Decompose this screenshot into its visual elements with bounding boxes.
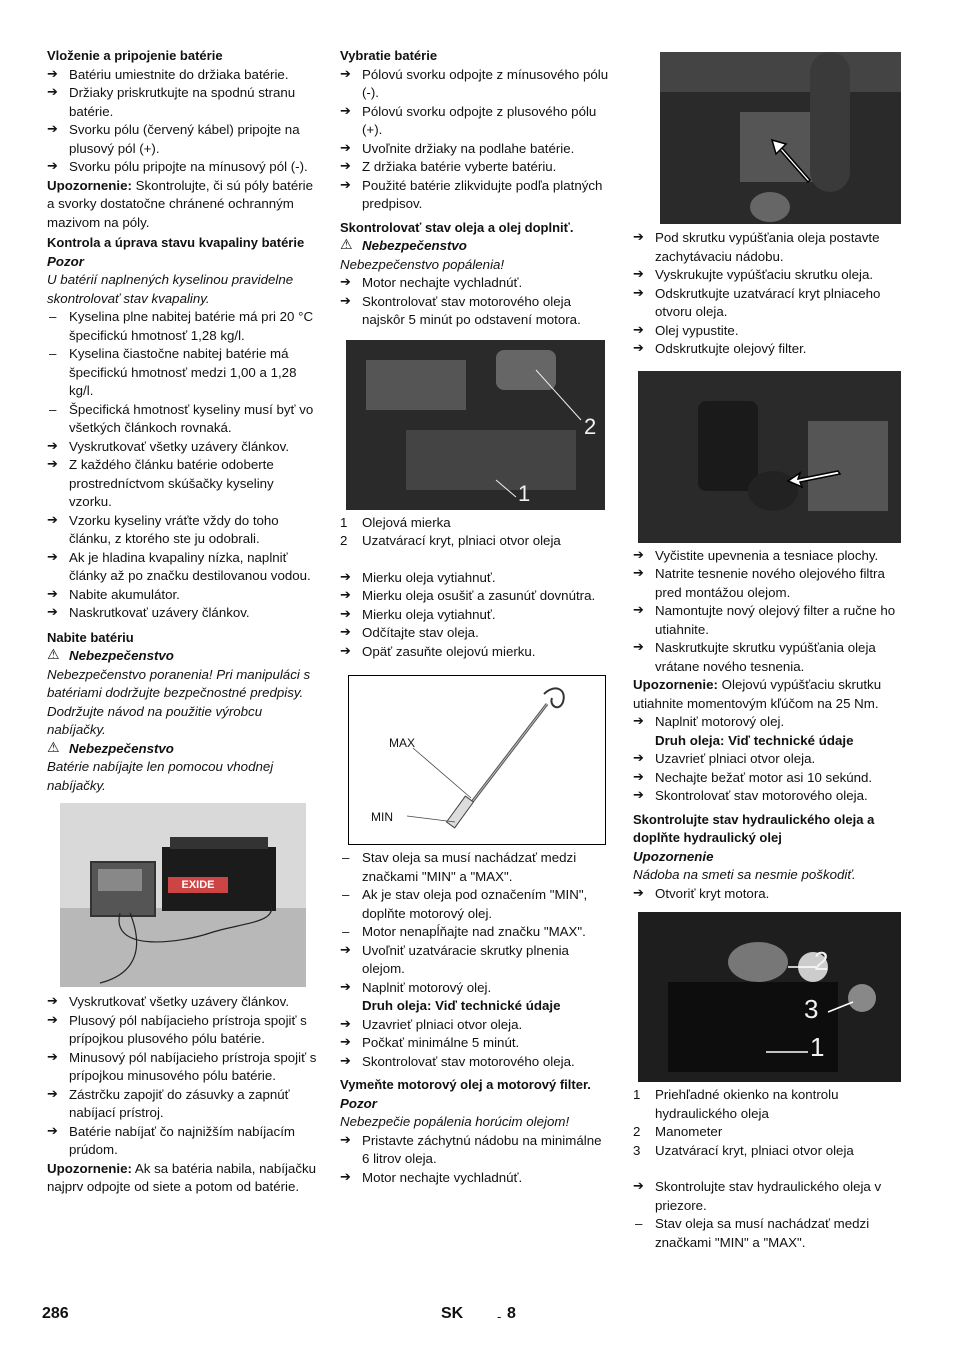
heading-remove-battery: Vybratie batérie (340, 48, 438, 63)
step: ➔ Ak je hladina kvapaliny nízka, naplniť články až po značku destilovanou vodou. (47, 549, 319, 586)
engine-oil-photo (346, 340, 605, 510)
dipstick-diagram (348, 675, 606, 845)
step: ➔ Skontrolovať stav motorového oleja. (633, 787, 905, 806)
step: ➔ Naskrutkovať uzávery článkov. (47, 604, 319, 623)
step: ➔ Namontujte nový olejový filter a ručne ho utiahnite. (633, 602, 905, 639)
language-code: SK (441, 1305, 464, 1322)
danger-text: Nebezpečenstvo popálenia! (340, 256, 505, 272)
step: ➔ Uzavrieť plniaci otvor oleja. (340, 1016, 612, 1035)
note-pole-grease: Upozornenie: Skontrolujte, či sú póly batérie a svorky dostatočne chránené ochranným mazivom na póly. (47, 177, 314, 230)
step: ➔ Skontrolovať stav motorového oleja najskôr 5 minút po odstavení motora. (340, 293, 612, 330)
dash-item: – Kyselina čiastočne nabitej batérie má špecifickú hmotnosť medzi 1,00 a 1,28 kg/l. (47, 345, 319, 401)
callout-2: 2 (584, 413, 597, 439)
step: ➔ Pristavte záchytnú nádobu na minimálne 6 litrov oleja. (340, 1132, 612, 1169)
note-label: Upozornenie (633, 848, 714, 864)
step: ➔ Vyskrutkovať všetky uzávery článkov. (47, 993, 319, 1012)
step: ➔ Uvoľniť uzatváracie skrutky plnenia olejom. (340, 942, 612, 979)
dash-item: – Ak je stav oleja pod označením "MIN", doplňte motorový olej. (340, 886, 612, 923)
step: ➔ Uvoľnite držiaky na podlahe batérie. (340, 140, 612, 159)
column-1 (47, 45, 319, 1197)
caution-label: Pozor (340, 1095, 377, 1111)
note-charger-disconnect: Upozornenie: Ak sa batéria nabila, nabíjačku najprv odpojte od siete a potom od batérie. (47, 1160, 317, 1194)
heading-oil-check: Skontrolovať stav oleja a olej doplniť. (340, 219, 574, 235)
battery-brand: EXIDE (168, 877, 228, 893)
step: ➔ Motor nechajte vychladnúť. (340, 1169, 612, 1188)
heading-fluid-check: Kontrola a úprava stavu kvapaliny batérie (47, 235, 305, 250)
oil-type-note: Druh oleja: Viď technické údaje (655, 732, 854, 748)
step: ➔ Skontrolujte stav hydraulického oleja v priezore. (633, 1178, 905, 1215)
page-number: 286 (42, 1305, 69, 1322)
step: ➔ Pólovú svorku odpojte z mínusového pólu (-). (340, 66, 612, 103)
callout-1: 1 (810, 1032, 825, 1062)
caution-text: U batérií naplnených kyselinou pravidelne skontrolovať stav kvapaliny. (47, 272, 294, 306)
step: ➔ Zástrčku zapojiť do zásuvky a zapnúť nabíjací prístroj. (47, 1086, 319, 1123)
danger-label: ⚠ Nebezpečenstvo (47, 739, 174, 756)
step: ➔ Vyčistite upevnenia a tesniace plochy. (633, 547, 905, 566)
step: ➔ Z každého článku batérie odoberte prostredníctvom skúšačky kyseliny vzorku. (47, 456, 319, 512)
caution-text: Nebezpečie popálenia horúcim olejom! (340, 1114, 570, 1129)
step: ➔ Svorku pólu (červený kábel) pripojte na plusový pól (+). (47, 121, 319, 158)
heading-charge-battery: Nabite batériu (47, 629, 134, 645)
dash-item: – Motor nenapĺňajte nad značku "MAX". (340, 923, 612, 942)
step: ➔ Odčítajte stav oleja. (340, 624, 612, 643)
step: ➔ Mierku oleja osušiť a zasunúť dovnútra. (340, 587, 612, 606)
danger-label: ⚠ Nebezpečenstvo (340, 237, 467, 253)
callout-3: 3 (804, 994, 819, 1024)
step: ➔ Vyskrutkovať všetky uzávery článkov. (47, 438, 319, 457)
oil-type-note: Druh oleja: Viď technické údaje (362, 998, 561, 1013)
drain-plug-photo (660, 52, 901, 224)
step: ➔ Batérie nabíjať čo najnižším nabíjacím prúdom. (47, 1123, 319, 1160)
danger-text: Batérie nabíjajte len pomocou vhodnej nabíjačky. (47, 759, 274, 793)
step: ➔ Batériu umiestnite do držiaka batérie. (47, 66, 319, 85)
battery-charger-photo (60, 803, 306, 987)
step: ➔ Pólovú svorku odpojte z plusového pólu (+). (340, 103, 612, 140)
step: ➔ Vzorku kyseliny vráťte vždy do toho článku, z ktorého ste ju odobrali. (47, 512, 319, 549)
step: ➔ Natrite tesnenie nového olejového filtra pred montážou olejom. (633, 565, 905, 602)
warning-icon: ⚠ (340, 237, 353, 253)
step: ➔ Použité batérie zlikvidujte podľa platných predpisov. (340, 177, 612, 214)
step: ➔ Z držiaka batérie vyberte batériu. (340, 158, 612, 177)
step: ➔ Odskrutkujte uzatvárací kryt plniaceho otvoru oleja. (633, 285, 905, 322)
step: ➔ Mierku oleja vytiahnuť. (340, 569, 612, 588)
warning-icon: ⚠ (47, 739, 60, 756)
step: ➔ Naplniť motorový olej. (633, 713, 905, 732)
step: ➔ Nabite akumulátor. (47, 586, 319, 605)
step: ➔ Olej vypustite. (633, 322, 905, 341)
step: ➔ Otvoriť kryt motora. (633, 885, 905, 904)
step: ➔ Pod skrutku vypúšťania oleja postavte zachytávaciu nádobu. (633, 229, 905, 266)
step: ➔ Plusový pól nabíjacieho prístroja spojiť s prípojkou plusového pólu batérie. (47, 1012, 319, 1049)
step: ➔ Vyskrukujte vypúšťaciu skrutku oleja. (633, 266, 905, 285)
oil-filter-photo (638, 371, 901, 543)
heading-insert-battery: Vloženie a pripojenie batérie (47, 48, 223, 63)
step: ➔ Skontrolovať stav motorového oleja. (340, 1053, 612, 1072)
step: ➔ Minusový pól nabíjacieho prístroja spojiť s prípojkou minusového pólu batérie. (47, 1049, 319, 1086)
column-2 (340, 45, 612, 1187)
step: ➔ Naplniť motorový olej. (340, 979, 612, 998)
legend-item: 1 Priehľadné okienko na kontrolu hydraulického oleja (633, 1087, 839, 1121)
dash-item: – Stav oleja sa musí nachádzať medzi značkami "MIN" a "MAX". (633, 1215, 905, 1252)
danger-label: ⚠ Nebezpečenstvo (47, 647, 174, 663)
legend-item: 2 Manometer (633, 1124, 723, 1139)
step: ➔ Mierku oleja vytiahnuť. (340, 606, 612, 625)
step: ➔ Opäť zasuňte olejovú mierku. (340, 643, 612, 662)
dash-item: – Stav oleja sa musí nachádzať medzi značkami "MIN" a "MAX". (340, 849, 612, 886)
heading-oil-change: Vymeňte motorový olej a motorový filter. (340, 1077, 591, 1092)
step: ➔ Svorku pólu pripojte na mínusový pól (-). (47, 158, 319, 177)
column-3 (633, 45, 905, 1252)
legend-item: 1 Olejová mierka (340, 514, 451, 530)
step: ➔ Motor nechajte vychladnúť. (340, 274, 612, 293)
caution-label: Pozor (47, 253, 84, 269)
step: ➔ Odskrutkujte olejový filter. (633, 340, 905, 359)
footer-separator: - (497, 1309, 502, 1324)
note-torque: Upozornenie: Olejovú vypúšťaciu skrutku utiahnite momentovým kľúčom na 25 Nm. (633, 677, 882, 711)
callout-1: 1 (518, 480, 531, 506)
section-page-number: 8 (507, 1305, 516, 1322)
note-text: Nádoba na smeti sa nesmie poškodiť. (633, 867, 856, 882)
dipstick-min-label: MIN (371, 810, 393, 824)
warning-icon: ⚠ (47, 647, 60, 663)
danger-text: Nebezpečenstvo poranenia! Pri manipuláci s batériami dodržujte bezpečnostné predpisy. Dodržujte návod na použitie výrobcu nabíjačky. (47, 666, 311, 737)
callout-2: 2 (814, 946, 829, 976)
dash-item: – Špecifická hmotnosť kyseliny musí byť vo všetkých článkoch rovnaká. (47, 401, 319, 438)
step: ➔ Uzavrieť plniaci otvor oleja. (633, 750, 905, 769)
heading-hydraulic-oil: Skontrolujte stav hydraulického oleja a doplňte hydraulický olej (633, 811, 875, 845)
hydraulic-tank-photo (638, 912, 901, 1082)
step: ➔ Držiaky priskrutkujte na spodnú stranu batérie. (47, 84, 319, 121)
step: ➔ Nechajte bežať motor asi 10 sekúnd. (633, 769, 905, 788)
step: ➔ Počkať minimálne 5 minút. (340, 1034, 612, 1053)
step: ➔ Naskrutkujte skrutku vypúšťania oleja vrátane nového tesnenia. (633, 639, 905, 676)
legend-item: 3 Uzatvárací kryt, plniaci otvor oleja (633, 1142, 854, 1158)
dash-item: – Kyselina plne nabitej batérie má pri 20 °C špecifickú hmotnosť 1,28 kg/l. (47, 308, 319, 345)
legend-item: 2 Uzatvárací kryt, plniaci otvor oleja (340, 533, 561, 548)
dipstick-max-label: MAX (389, 736, 416, 750)
